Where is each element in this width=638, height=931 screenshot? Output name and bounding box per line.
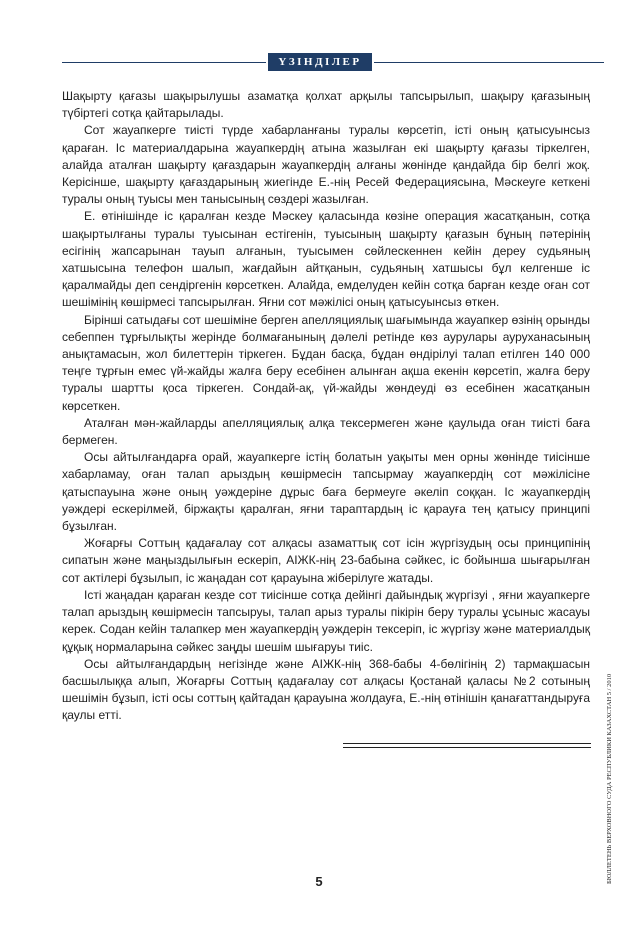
closing-rule-top	[343, 743, 591, 744]
paragraph: Шақырту қағазы шақырылушы азаматқа қолхат арқылы тапсырылып, шақыру қағазының түбіртегі сотқа қайтарылады.	[62, 89, 590, 121]
paragraph: Сот жауапкерге тиісті түрде хабарланғаны туралы көрсетіп, істі оның қатысуынсыз қараған. Іс материалдарына жауапкердің атына жазылған екі шақырту қағазы тіркелген, алайда аталған шақырту қағаздарын жауапкердің алғаны жөнінде қандайда бір белгі жоқ. Керісінше, шақырту қағаздарының жиегінде Е.-нің Ресей Федерациясына, Мәскеуге кеткені туралы оның туысы мен танысының сөздері жазылған.	[62, 123, 590, 207]
section-title: ҮЗІНДІЛЕР	[268, 53, 372, 71]
paragraph: Аталған мән-жайларды апелляциялық алқа тексермеген және қаулыда оған тиісті баға бермеген.	[62, 415, 590, 448]
article-body	[62, 88, 590, 725]
journal-spine-text: БЮЛЛЕТЕНЬ ВЕРХОВНОГО СУДА РЕСПУБЛИКИ КАЗАХСТАН 5 / 2010	[606, 673, 613, 884]
paragraph: Осы айтылғандарға орай, жауапкерге істің болатын уақыты мен орны жөнінде тиісінше хабарламау, оған талап арыздың көшірмесін тапсырмау жауапкердің сот мәжілісіне қатыспауына және оның уәждеріне дұрыс баға бермеуге әкеліп соққан. Іс жауапкердің уәждері ескерілмей, біржақты қаралған, яғни тараптардың іс қарауға тең қатысу принципі бұзылған.	[62, 450, 590, 534]
closing-rule-bottom	[343, 747, 591, 748]
paragraph: Е. өтінішінде іс қаралған кезде Мәскеу қаласында көзіне операция жасатқанын, сотқа шақыртылғаны туралы туысынан естігенін, туысының шақырту қағазын бұның пәтерінің есігінің жапсарынан тауып алғанын, туысымен сөйлескеннен кейін дереу судьяның хатшысына телефон шалып, жағдайын айтқанын, судьяның хатшысы бұл келгенше іс қаралмайды деп сендіргенін көрсеткен. Алайда, емделуден кейін сотқа барған кезде оған сот шешімінің көшірмесі тапсырылған. Яғни сот мәжілісі оның қатысуынсыз өткен.	[62, 209, 590, 310]
header-rule-right	[374, 62, 604, 63]
paragraph: Бірінші сатыдағы сот шешіміне берген апелляциялық шағымында жауапкер өзінің орынды себеппен тұрғылықты жерінде болмағанының дәлелі ретінде көз аурулары ауруханасының анықтамасын, жол билеттерін тіркеген. Бұдан басқа, бұдан өндірілуі талап етілген 140 000 теңге тұрғын емес үй-жайды жалға беру есебінен алынған ақша екенін көрсетіп, жалға беру туралы шартты қоса тіркеген. Сондай-ақ, үй-жайды жөндеуді өз есебінен жасатқанын көрсеткен.	[62, 312, 590, 413]
paragraph: Істі жаңадан қараған кезде сот тиісінше сотқа дейінгі дайындық жүргізуі , яғни жауапкерге талап арыздың көшірмесін тапсыруы, талап арыз туралы пікірін беру туралы ұсыныс жасауы керек. Содан кейін талапкер мен жауапкердің уәждерін тексеріп, іс жүргізу және материалдық құқық нормаларына сәйкес заңды шешім шығаруы тиіс.	[62, 587, 590, 654]
page-number: 5	[315, 874, 323, 889]
paragraph: Жоғарғы Соттың қадағалау сот алқасы азаматтық сот ісін жүргізудың осы принципінің сипатын және маңыздылығын ескеріп, АІЖК-нің 23-бабына сәйкес, іс бойынша шығарылған сот актілері бұзылып, іс жаңадан сот қарауына жіберілуге жатады.	[62, 536, 590, 585]
header-rule-left	[62, 62, 266, 63]
paragraph: Осы айтылғандардың негізінде және АІЖК-нің 368-бабы 4-бөлігінің 2) тармақшасын басшылыққа алып, Жоғарғы Соттың қадағалау сот алқасы Қостанай қаласы №2 сотының шешімін бұзып, істі осы соттың қайтадан қарауына жолдауға, Е.-нің өтінішін қанағаттандыруға қаулы етті.	[62, 656, 590, 723]
